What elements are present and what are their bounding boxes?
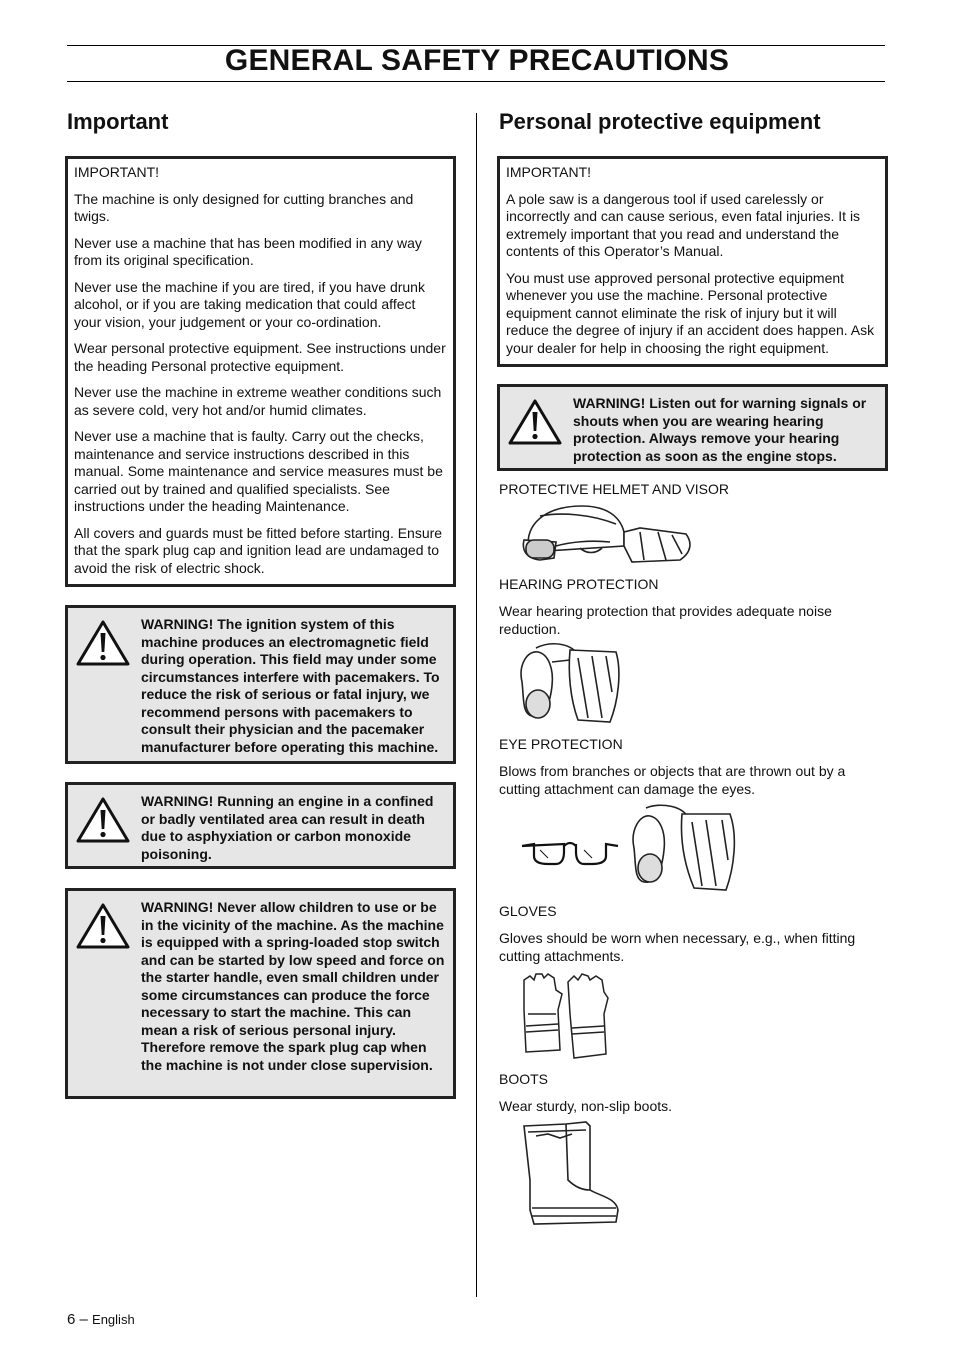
hearing-protection-illustration (518, 642, 622, 726)
important-paragraph: You must use approved personal protective equipment whenever you use the machine. Personal protective equipment cannot eliminate the risk of injury but it will reduce the degree of injury if an accident does happen. Ask your dealer for help in choosing the right equipment. (506, 269, 875, 356)
warning-text: WARNING! Running an engine in a confined or badly ventilated area can result in death due to asphyxiation or carbon monoxide poisoning. (141, 793, 434, 862)
warning-box-pacemaker (65, 605, 456, 764)
warning-text: WARNING! Listen out for warning signals or shouts when you are wearing hearing protection. Always remove your hearing protection as soon as the engine stops. (573, 395, 867, 464)
important-paragraph: Never use a machine that has been modified in any way from its original specification. (74, 234, 422, 268)
warning-text: WARNING! Never allow children to use or be in the vicinity of the machine. As the machine is equipped with a spring-loaded stop switch and can be started by low speed and force on the starter handle, even small children under some circumstances can produce the force necessary to start the machine. This can mean a risk of serious personal injury. Therefore remove the spark plug cap when the machine is not under close supervision. (141, 899, 445, 1073)
hearing-title: HEARING PROTECTION (499, 576, 659, 592)
important-paragraph: A pole saw is a dangerous tool if used carelessly or incorrectly and can cause serious, even fatal injuries. It is extremely important that you read and understand the contents of this Operator’s Manual. (506, 190, 861, 259)
warning-box-hearing (497, 384, 888, 471)
warning-box-ventilation (65, 782, 456, 869)
important-paragraph: Never use the machine in extreme weather conditions such as severe cold, very hot and/or humid climates. (74, 384, 442, 418)
important-label: IMPORTANT! (74, 164, 160, 180)
warning-box-children (65, 888, 456, 1099)
important-box-left (65, 156, 456, 587)
helmet-visor-illustration (520, 502, 696, 566)
important-paragraph: Wear personal protective equipment. See instructions under the heading Personal protective equipment. (74, 340, 446, 374)
important-paragraph: Never use the machine if you are tired, if you have drunk alcohol, or if you are taking medication that could affect your vision, your judgement or your co-ordination. (74, 278, 425, 330)
page-number: 6 – (67, 1311, 88, 1328)
section-heading-important: Important (67, 109, 169, 134)
page-footer (67, 1311, 135, 1328)
header-rule-bottom (67, 81, 885, 82)
helmet-title: PROTECTIVE HELMET AND VISOR (499, 481, 730, 497)
hearing-text: Wear hearing protection that provides adequate noise reduction. (499, 603, 832, 637)
important-box-right (497, 156, 888, 367)
warning-text: WARNING! The ignition system of this machine produces an electromagnetic field during operation. This field may under some circumstances interfere with pacemakers. To reduce the risk of serious or fatal injury, we recommend persons with pacemakers to consult their physician and the pacemaker manufacturer before operating this machine. (141, 616, 440, 755)
warning-triangle-icon (75, 901, 131, 951)
important-paragraph: All covers and guards must be fitted before starting. Ensure that the spark plug cap and ignition lead are undamaged to avoid the risk of electric shock. (74, 524, 443, 576)
eye-text: Blows from branches or objects that are thrown out by a cutting attachment can damage the eyes. (499, 763, 846, 797)
important-label: IMPORTANT! (506, 164, 592, 180)
important-paragraph: Never use a machine that is faulty. Carry out the checks, maintenance and service instructions described in this manual. Some maintenance and service measures must be carried out by trained and qualified specialists. See instructions under the heading Maintenance. (74, 428, 443, 514)
face-shield-illustration (630, 804, 740, 892)
boots-title: BOOTS (499, 1071, 549, 1087)
column-divider (476, 113, 477, 1297)
warning-triangle-icon (507, 397, 563, 447)
section-heading-ppe: Personal protective equipment (499, 109, 821, 134)
warning-triangle-icon (75, 618, 131, 668)
important-paragraph: The machine is only designed for cutting branches and twigs. (74, 190, 414, 224)
boots-text: Wear sturdy, non-slip boots. (499, 1098, 673, 1114)
footer-language: English (92, 1312, 135, 1327)
gloves-title: GLOVES (499, 903, 557, 919)
gloves-illustration (518, 970, 614, 1062)
safety-glasses-illustration (520, 830, 620, 866)
eye-title: EYE PROTECTION (499, 736, 623, 752)
boots-illustration (520, 1120, 624, 1226)
page-title: GENERAL SAFETY PRECAUTIONS (224, 44, 730, 77)
gloves-text: Gloves should be worn when necessary, e.g., when fitting cutting attachments. (499, 930, 856, 964)
warning-triangle-icon (75, 795, 131, 845)
